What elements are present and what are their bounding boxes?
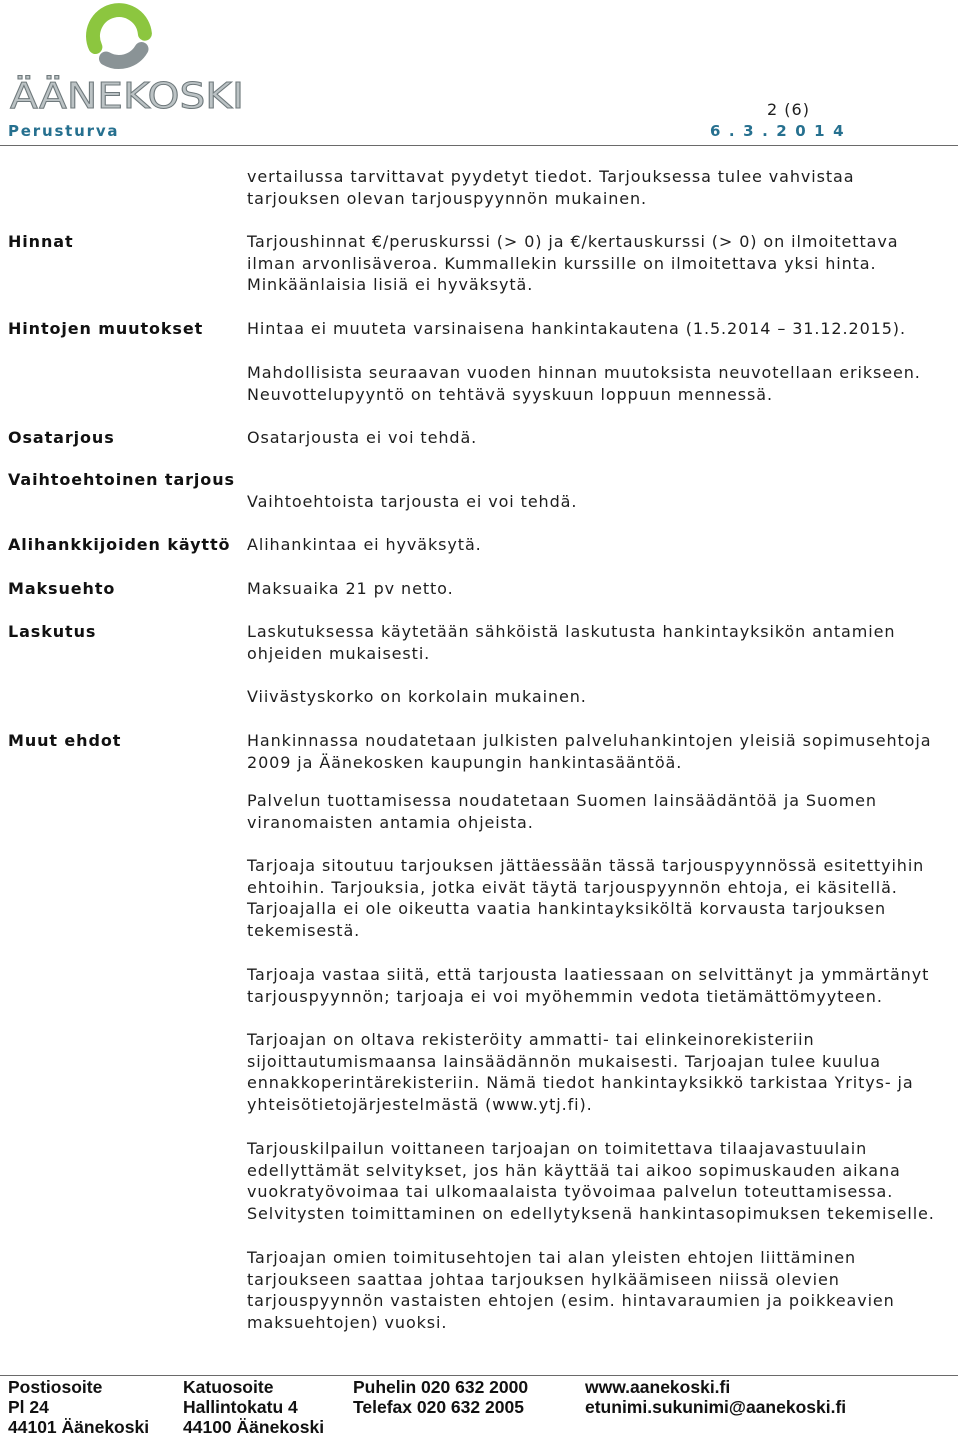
paragraph <box>247 964 929 1007</box>
paragraph <box>247 362 921 405</box>
text-line: www.aanekoski.fi <box>585 1377 731 1397</box>
text-line: etunimi.sukunimi@aanekoski.fi <box>585 1397 847 1417</box>
text-line: tekemisestä. <box>247 921 361 941</box>
text-line: 44101 Äänekoski <box>8 1417 150 1437</box>
text-line: Hintaa ei muuteta varsinaisena hankintakautena (1.5.2014 – 31.12.2015). <box>247 319 906 338</box>
text-line: tarjoukseen saattaa johtaa tarjouksen hylkäämiseen niissä olevien <box>247 1269 840 1289</box>
text-line: Hallintokatu 4 <box>183 1397 298 1417</box>
paragraph <box>247 231 898 296</box>
section-label-vaihtoehtoinen-tarjous: Vaihtoehtoinen tarjous <box>8 470 235 489</box>
footer-web-contact <box>585 1377 846 1417</box>
logo-wordmark: ÄÄNEKOSKI <box>10 76 217 117</box>
paragraph <box>247 534 482 556</box>
section-label-hinnat: Hinnat <box>8 232 74 251</box>
section-label-muut-ehdot: Muut ehdot <box>8 731 122 750</box>
text-line: 2009 ja Äänekosken kaupungin hankintasääntöä. <box>247 752 683 772</box>
section-label-alihankkijoiden-kaytto: Alihankkijoiden käyttö <box>8 535 231 554</box>
text-line: Mahdollisista seuraavan vuoden hinnan muutoksista neuvotellaan erikseen. <box>247 363 921 382</box>
text-line: viranomaisten antamia ohjeista. <box>247 812 534 832</box>
text-line: Tarjouskilpailun voittaneen tarjoajan on toimitettava tilaajavastuulain <box>247 1139 868 1158</box>
paragraph <box>247 790 877 833</box>
paragraph <box>247 427 477 449</box>
text-line: Selvitysten toimittaminen on edellytyksenä hankintasopimuksen tekemiselle. <box>247 1204 935 1224</box>
text-line: Osatarjousta ei voi tehdä. <box>247 428 478 447</box>
text-line: ilman arvonlisäveroa. Kummallekin kurssille on ilmoitettava yksi hinta. <box>247 253 877 273</box>
footer-postal-address <box>8 1377 149 1437</box>
text-line: Tarjoaja sitoutuu tarjouksen jättäessään tässä tarjouspyynnössä esitettyihin <box>247 856 925 875</box>
text-line: edellyttämät selvitykset, jos hän käyttää tai aikoo sopimuskauden aikana <box>247 1160 901 1180</box>
text-line: vuokratyövoimaa tai ulkomaalaista työvoimaa palvelun toteuttamisessa. <box>247 1182 894 1202</box>
text-line: tarjouspyynnön; tarjoaja ei voi myöhemmin vedota tietämättömyyteen. <box>247 986 883 1006</box>
text-line: Tarjoaja vastaa siitä, että tarjousta laatiessaan on selvittänyt ja ymmärtänyt <box>247 965 930 984</box>
text-line: Telefax 020 632 2005 <box>353 1397 524 1417</box>
logo-gray-arc <box>106 49 142 62</box>
text-line: Minkäänlaisia lisiä ei hyväksytä. <box>247 275 534 295</box>
text-line: yhteisötietojärjestelmästä (www.ytj.fi). <box>247 1095 593 1115</box>
text-line: Tarjoajan omien toimitusehtojen tai alan yleisten ehtojen liittäminen <box>247 1248 857 1267</box>
text-line: ennakkoperintärekisteriin. Nämä tiedot hankintayksikkö tarkistaa Yritys- ja <box>247 1073 914 1093</box>
paragraph <box>247 578 454 600</box>
text-line: Tarjoajan on oltava rekisteröity ammatti- tai elinkeinorekisteriin <box>247 1030 815 1049</box>
text-line: Tarjoajalla ei ole oikeutta vaatia hankintayksiköltä korvausta tarjouksen <box>247 899 887 919</box>
text-line: Vaihtoehtoista tarjousta ei voi tehdä. <box>247 492 578 511</box>
text-line: ohjeiden mukaisesti. <box>247 643 431 663</box>
text-line: Neuvottelupyyntö on tehtävä syyskuun loppuun mennessä. <box>247 384 773 404</box>
section-label-osatarjous: Osatarjous <box>8 428 115 447</box>
section-label-laskutus: Laskutus <box>8 622 97 641</box>
text-line: Laskutuksessa käytetään sähköistä laskutusta hankintayksikön antamien <box>247 622 896 641</box>
paragraph <box>247 1138 935 1225</box>
text-line: tarjouspyynnön vastaisten ehtojen (esim. hintavaraumien ja poikkeavien <box>247 1291 895 1311</box>
text-line: Alihankintaa ei hyväksytä. <box>247 535 482 554</box>
page-number: 2 (6) <box>767 100 810 119</box>
text-line: sijoittautumismaansa lainsäädännön mukaisesti. Tarjoajan tulee kuulua <box>247 1051 881 1071</box>
text-line: Tarjoushinnat €/peruskurssi (> 0) ja €/kertauskurssi (> 0) on ilmoitettava <box>247 232 899 251</box>
text-line: maksuehtojen) vuoksi. <box>247 1313 448 1333</box>
text-line: Postiosoite <box>8 1377 103 1397</box>
intro-paragraph <box>247 166 854 209</box>
text-line: Maksuaika 21 pv netto. <box>247 579 454 598</box>
text-line: Puhelin 020 632 2000 <box>353 1377 529 1397</box>
department-name: Perusturva <box>8 122 120 140</box>
footer-street-address <box>183 1377 324 1437</box>
text-line: vertailussa tarvittavat pyydetyt tiedot. Tarjouksessa tulee vahvistaa <box>247 167 855 186</box>
text-line: Katuosoite <box>183 1377 274 1397</box>
paragraph <box>247 1029 914 1116</box>
paragraph <box>247 491 577 513</box>
paragraph <box>247 730 931 773</box>
header-divider <box>0 145 958 146</box>
text-line: ehtoihin. Tarjouksia, jotka eivät täytä tarjouspyynnön ehtoja, ei käsitellä. <box>247 877 898 897</box>
paragraph <box>247 621 895 664</box>
text-line: Pl 24 <box>8 1397 49 1417</box>
footer-divider <box>0 1375 958 1376</box>
text-line: Palvelun tuottamisessa noudatetaan Suomen lainsäädäntöä ja Suomen <box>247 791 877 810</box>
text-line: tarjouksen olevan tarjouspyynnön mukainen. <box>247 188 648 208</box>
paragraph <box>247 1247 895 1334</box>
paragraph <box>247 686 587 708</box>
text-line: 44100 Äänekoski <box>183 1417 325 1437</box>
aanekoski-logo-icon <box>0 0 250 118</box>
text-line: Viivästyskorko on korkolain mukainen. <box>247 687 587 706</box>
paragraph <box>247 318 906 340</box>
document-date: 6.3.2014 <box>710 122 853 140</box>
logo-green-arc <box>93 10 145 47</box>
text-line: Hankinnassa noudatetaan julkisten palveluhankintojen yleisiä sopimusehtoja <box>247 731 932 750</box>
section-label-hintojen-muutokset: Hintojen muutokset <box>8 319 204 338</box>
section-label-maksuehto: Maksuehto <box>8 579 116 598</box>
footer-phone <box>353 1377 528 1417</box>
paragraph <box>247 855 924 942</box>
